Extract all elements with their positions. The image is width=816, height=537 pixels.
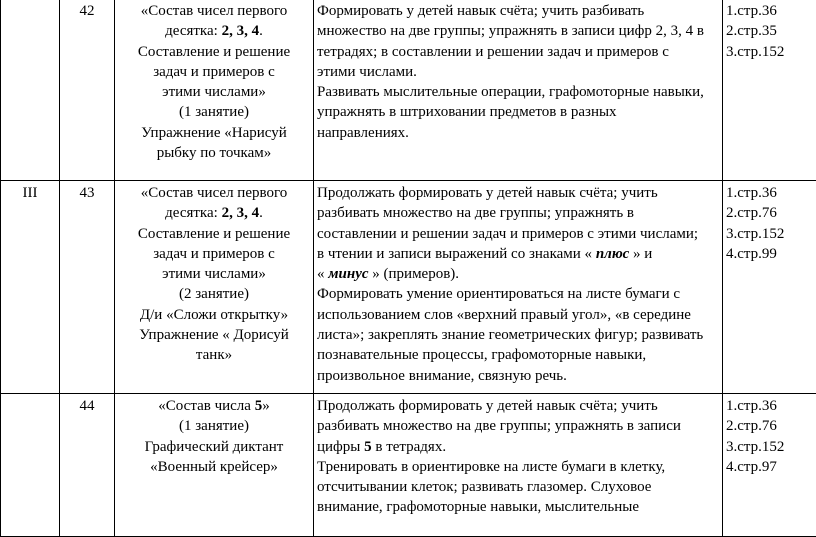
literature-ref: 1.стр.36 [726, 396, 816, 416]
lesson-number-cell: 44 [60, 394, 115, 537]
literature-ref: 4.стр.97 [726, 457, 816, 477]
lesson-number-cell: 43 [60, 181, 115, 394]
goal-line: этими числами. [317, 62, 719, 82]
quarter-cell: III [1, 181, 60, 394]
goal-line: листа»; закреплять знание геометрических фигур; развивать [317, 325, 719, 345]
topic-line: Составление и решение [118, 224, 310, 244]
literature-cell [723, 394, 816, 537]
goal-line: разбивать множество на две группы; упражнять в записи [317, 416, 719, 436]
topic-line: Упражнение « Дорисуй [118, 325, 310, 345]
literature-ref: 3.стр.152 [726, 42, 816, 62]
literature-ref: 1.стр.36 [726, 1, 816, 21]
goal-line: упражнять в штриховании предметов в разных [317, 102, 719, 122]
topic-line: (1 занятие) [118, 416, 310, 436]
lesson-plan-body [1, 0, 816, 537]
goals-cell [314, 0, 723, 181]
goal-line: Формировать у детей навык счёта; учить разбивать [317, 1, 719, 21]
literature-ref: 2.стр.76 [726, 416, 816, 436]
goals-cell [314, 181, 723, 394]
topic-line: этими числами» [118, 82, 310, 102]
goal-line: познавательные процессы, графомоторные навыки, [317, 345, 719, 365]
literature-ref: 3.стр.152 [726, 224, 816, 244]
goal-line: цифры 5 в тетрадях. [317, 437, 719, 457]
topic-line: «Военный крейсер» [118, 457, 310, 477]
table-row [1, 394, 816, 537]
goal-line: Развивать мыслительные операции, графомоторные навыки, [317, 82, 719, 102]
goal-line: направлениях. [317, 123, 719, 143]
goal-line: составлении и решении задач и примеров с этими числами; [317, 224, 719, 244]
topic-line: «Состав чисел первого [118, 1, 310, 21]
topic-line: «Состав числа 5» [118, 396, 310, 416]
goal-line: произвольное внимание, связную речь. [317, 366, 719, 386]
literature-ref: 4.стр.99 [726, 244, 816, 264]
goal-line: Продолжать формировать у детей навык счёта; учить [317, 396, 719, 416]
literature-cell [723, 181, 816, 394]
table-row [1, 181, 816, 394]
goal-line: тетрадях; в составлении и решении задач и примеров с [317, 42, 719, 62]
topic-line: задач и примеров с [118, 62, 310, 82]
quarter-cell [1, 394, 60, 537]
literature-cell [723, 0, 816, 181]
topic-line: танк» [118, 345, 310, 365]
table-row [1, 0, 816, 181]
goal-line: использованием слов «верхний правый угол», «в середине [317, 305, 719, 325]
topic-line: Упражнение «Нарисуй [118, 123, 310, 143]
lesson-number-cell: 42 [60, 0, 115, 181]
literature-ref: 3.стр.152 [726, 437, 816, 457]
topic-cell [115, 0, 314, 181]
topic-cell [115, 181, 314, 394]
literature-ref: 1.стр.36 [726, 183, 816, 203]
topic-cell [115, 394, 314, 537]
goal-line: разбивать множество на две группы; упражнять в [317, 203, 719, 223]
topic-line: этими числами» [118, 264, 310, 284]
goal-line: отсчитывании клеток; развивать глазомер. Слуховое [317, 477, 719, 497]
topic-line: десятка: 2, 3, 4. [118, 21, 310, 41]
quarter-cell [1, 0, 60, 181]
goal-line: Формировать умение ориентироваться на листе бумаги с [317, 284, 719, 304]
goal-line: в чтении и записи выражений со знаками « плюс » и [317, 244, 719, 264]
topic-line: Д/и «Сложи открытку» [118, 305, 310, 325]
topic-line: задач и примеров с [118, 244, 310, 264]
topic-line: десятка: 2, 3, 4. [118, 203, 310, 223]
literature-ref: 2.стр.35 [726, 21, 816, 41]
goal-line: внимание, графомоторные навыки, мыслительные [317, 497, 719, 517]
goal-line: Продолжать формировать у детей навык счёта; учить [317, 183, 719, 203]
topic-line: Графический диктант [118, 437, 310, 457]
goal-line: Тренировать в ориентировке на листе бумаги в клетку, [317, 457, 719, 477]
topic-line: (1 занятие) [118, 102, 310, 122]
goals-cell [314, 394, 723, 537]
topic-line: «Состав чисел первого [118, 183, 310, 203]
topic-line: (2 занятие) [118, 284, 310, 304]
topic-line: Составление и решение [118, 42, 310, 62]
goal-line: множество на две группы; упражнять в записи цифр 2, 3, 4 в [317, 21, 719, 41]
goal-line: « минус » (примеров). [317, 264, 719, 284]
literature-ref: 2.стр.76 [726, 203, 816, 223]
topic-line: рыбку по точкам» [118, 143, 310, 163]
